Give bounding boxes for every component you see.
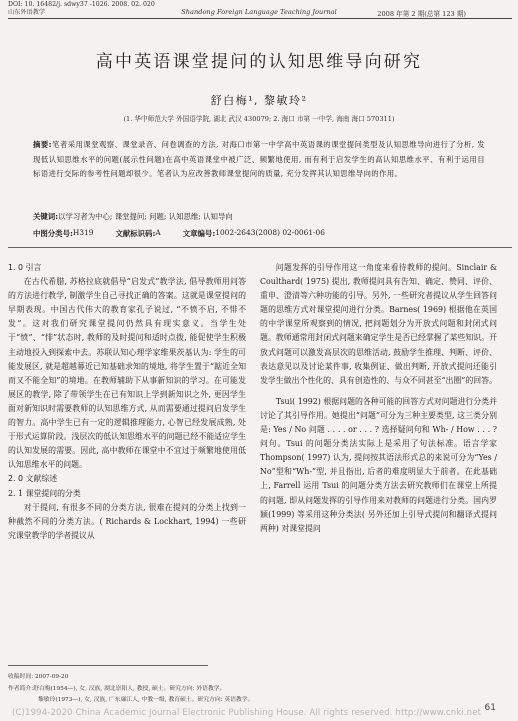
copyright-watermark: (C)1994-2020 China Academic Journal Electronic Publishing House. All rights reserved. http://www.cnki.net bbox=[12, 708, 482, 718]
footnote-rule bbox=[8, 665, 208, 666]
section-heading-intro: 1. 0 引言 bbox=[8, 263, 42, 272]
author-info-text-1: 舒白梅(1954—), 女, 汉族, 湖北崇阳人, 教授, 硕士。研究方向: 外语教学。 bbox=[33, 685, 226, 692]
keywords-label: 关键词: bbox=[33, 212, 59, 221]
abstract-text: 笔者采用课堂观察、课堂录音、问卷调查的方法, 对海口市第一中学高中英语课的课堂提问类型及认知思维导向进行了分析, 发现低认知思维水平的问题(展示性问题)在高中英语课堂中被广泛、频繁地使用, 而有利于启发学生的高认知思维水平、有利于运用目标语进行交际的参考性问题却很少。笔者认为应改善教师课堂提问的质量, 充分发挥其认知思维导向的作用。 bbox=[33, 140, 486, 179]
keywords bbox=[33, 211, 233, 222]
section-divider bbox=[8, 247, 512, 248]
page-number: 61 bbox=[484, 703, 496, 713]
affiliation: (1. 华中师范大学 外国语学院, 湖北 武汉 430079; 2. 海口 市第 一中学, 海南 海口 570311) bbox=[123, 115, 395, 123]
abstract-label: 摘要: bbox=[33, 140, 52, 149]
paragraph-intro: 在古代希腊, 苏格拉底就倡导“启发式”教学法, 倡导教师用问答的方法进行教学, 制激学生自己寻找正确的答案。这就是课堂提问的早期表现。中国古代伟大的教育家孔子说过, “不愤不启, 不悱不发”。这对我们研究课堂提问仍然具有现实意义。当学生处于“愤”、“悱”状态时, 教师的及时提问和适时点拨, 能促使学生积极主动地投入到探索中去。苏联认知心理学家维果茨基认为: 学生的可能发展区, 就是超越幕近已知基础求知的境地, 将学生置于“踮近全知而又不能全知”的境地。在教师辅助下从事新知识的学习。在可能发展区的教学, 除了带领学生在已有知识上学到新知识之外, 更因学生面对新知识时需要教师的认知思维方式, 从而需要通过提问启发学生的智力。高中学生已有一定的逻辑推理能力, 心智已经发展成熟, 处于形式运算阶段。浅层次的低认知思维水平的问题已经不能适应学生的认知发展的需要。因此, 高中教师在课堂中不宜过于频繁地使用低认知思维水平的问题。 bbox=[8, 277, 246, 470]
left-column bbox=[8, 261, 246, 543]
article-number bbox=[183, 228, 325, 239]
paragraph-classification: 对于提问, 有很多不同的分类方法, 很难在提问的分类上找到一种截然不同的分类方法。( Richards & Lockhart, 1994) 一些研究课堂教学的学者提议从 bbox=[8, 502, 246, 540]
clc-number bbox=[33, 228, 93, 239]
classification-line bbox=[33, 228, 325, 239]
art-value: 1002-2643(2008) 02-0061-06 bbox=[215, 228, 325, 237]
authors: 舒白梅¹, 黎敏玲² bbox=[210, 94, 308, 107]
journal-name-en: Shandong Foreign Language Teaching Journal bbox=[181, 8, 337, 16]
received-date: 收稿时间: 2007-09-20 bbox=[8, 674, 69, 680]
doc-value: A bbox=[155, 228, 161, 237]
header-rule bbox=[8, 18, 512, 19]
clc-label: 中图分类号: bbox=[33, 229, 73, 238]
footnotes bbox=[8, 672, 253, 707]
article-title: 高中英语课堂提问的认知思维导向研究 bbox=[95, 52, 423, 72]
author-info-2: 黎敏玲(1973—), 女, 汉族, 广东廉江人, 中教一级, 教育硕士。研究方向: 英语教学。 bbox=[38, 697, 254, 703]
doc-label: 文献标识码: bbox=[115, 229, 156, 238]
author-info-1 bbox=[8, 684, 253, 696]
issue-info: 2008 年第 2 期(总第 123 期) bbox=[377, 10, 466, 18]
paragraph-question-functions: 问题发挥的引导作用这一角度来看待教师的提问。Sinclair & Coulthard( 1975) 提出, 教师提问具有告知、确定、赞同、评价、重申、澄清等六种功能的引导。另外, 一些研究者提议从学生回答问题的思维方式对课堂提问进行分类。Barnes( 1969) 根据他在英国的中学课堂所观察到的情况, 把问题划分为开放式问题和封闭式问题。教师通常用封闭式问题来确定学生是否已经掌握了某些知识。开放式问题可以激发高层次的思维活动, 鼓励学生推理、判断、评价、表达意见以及讨论某件事, 收集例证、做出判断, 开放式提问还能引发学生做出个性化的、具有创造性的、与众不同甚至“出圈”的回答。 bbox=[260, 263, 497, 385]
art-label: 文章编号: bbox=[182, 229, 216, 238]
author-info-label: 作者简介: bbox=[8, 685, 34, 692]
clc-value: H319 bbox=[72, 228, 94, 237]
document-code bbox=[115, 228, 160, 239]
paragraph-gap bbox=[260, 388, 497, 395]
right-column bbox=[260, 261, 497, 536]
subsection-heading: 2. 1 课堂提问的分类 bbox=[8, 488, 81, 498]
abstract bbox=[33, 138, 485, 182]
doi: DOI: 10. 16482/j. sdwy37 -1026. 2008. 02. 020 bbox=[8, 1, 155, 8]
paragraph-tsui-classification: Tsui( 1992) 根据问题的各种可能的回答方式对问题进行分类并讨论了其引导作用。她提出“问题”可分为三种主要类型, 这三类分别是: Yes / No 问题 . . . . or . . . ? 选择疑问句和 Wh- / How . . . ? 问句。Tsui 的问题分类法实际上是采用了句法标准。语言学家Thompson( 1997) 认为, 提问按其语法形式总的来说可分为“Yes / No”型和“Wh-”型, 并且指出, 后者的难度明显大于前者。在此基础上, Farrell 运用 Tsui 的问题分类方法去研究教师们在课堂上所提的问题, 即从问题发挥的引导作用来对教师的问题进行分类。国内罗颖(1999) 等采用这种分类法( 另外还加上引导式提问和翻译式提问两种) 对课堂提问 bbox=[260, 396, 497, 533]
section-heading-review: 2. 0 文献综述 bbox=[8, 474, 58, 484]
keywords-text: 以学习者为中心; 课堂提问; 问题; 认知思维; 认知导向 bbox=[58, 212, 233, 221]
journal-name-cn: 山东外语教学 bbox=[8, 8, 46, 16]
